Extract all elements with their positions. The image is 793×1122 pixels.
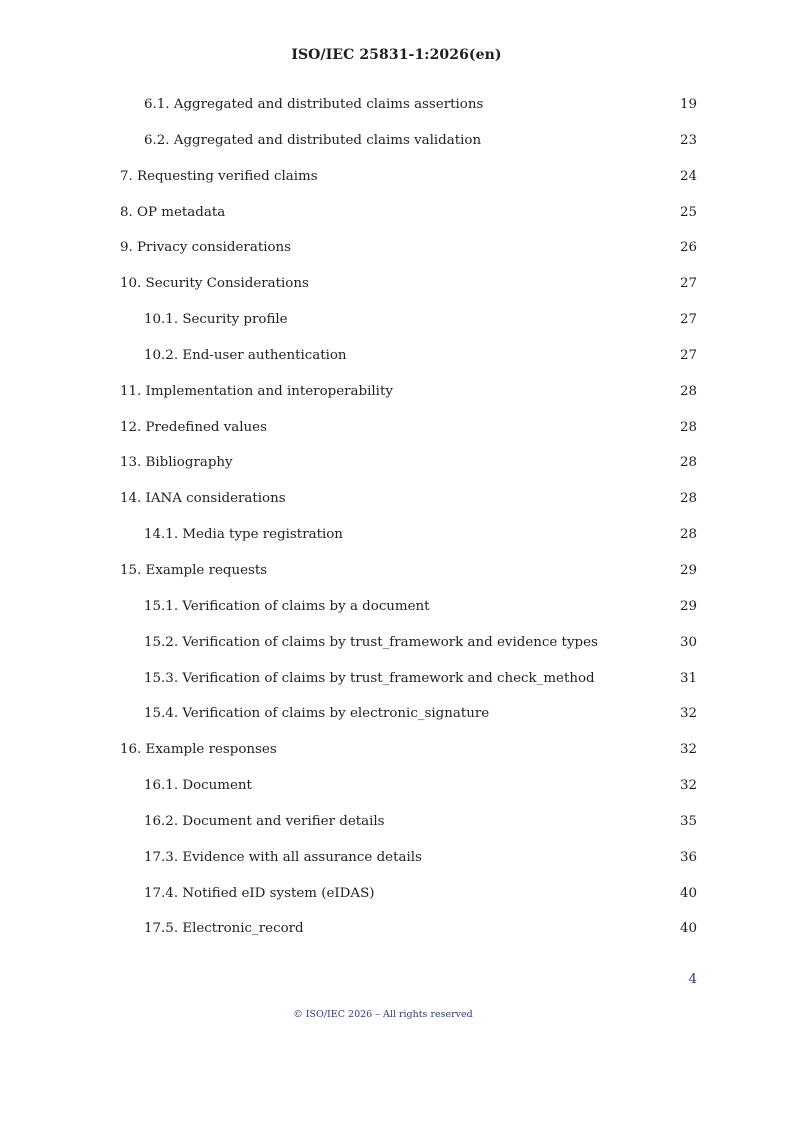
page-number: 4 (688, 972, 697, 987)
copyright-notice: © ISO/IEC 2026 – All rights reserved (293, 1009, 473, 1020)
toc-entry[interactable] (0, 804, 793, 840)
toc-entry[interactable] (0, 374, 793, 410)
toc-entry-page-number: 27 (679, 312, 697, 328)
toc-entry-label: 17.5. Electronic_record (144, 921, 304, 937)
toc-entry[interactable] (0, 911, 793, 947)
toc-entry[interactable] (0, 159, 793, 195)
toc-entry-label: 15. Example requests (120, 562, 268, 578)
table-of-contents (0, 87, 793, 947)
toc-entry-page-number: 28 (679, 419, 697, 435)
toc-entry-page-number: 25 (679, 204, 697, 220)
toc-entry[interactable] (0, 481, 793, 517)
toc-entry-page-number: 40 (679, 921, 697, 937)
toc-entry-label: 12. Predefined values (120, 419, 267, 435)
toc-entry-label: 7. Requesting verified claims (120, 168, 318, 184)
toc-entry-label: 10.2. End-user authentication (144, 347, 347, 363)
toc-entry-page-number: 31 (679, 670, 697, 686)
toc-entry-page-number: 27 (679, 276, 697, 292)
toc-entry-page-number: 40 (679, 885, 697, 901)
toc-entry-page-number: 35 (679, 813, 697, 829)
toc-entry-page-number: 24 (679, 168, 697, 184)
toc-entry-page-number: 29 (679, 598, 697, 614)
toc-entry[interactable] (0, 195, 793, 231)
toc-entry-page-number: 28 (679, 383, 697, 399)
toc-entry-page-number: 32 (679, 778, 697, 794)
toc-entry-page-number: 28 (679, 527, 697, 543)
toc-entry-label: 9. Privacy considerations (120, 240, 292, 256)
toc-entry-label: 14.1. Media type registration (144, 527, 343, 543)
toc-entry-label: 10. Security Considerations (120, 276, 309, 292)
toc-entry-label: 14. IANA considerations (120, 491, 286, 507)
toc-entry-page-number: 28 (679, 491, 697, 507)
toc-entry-label: 16.1. Document (144, 778, 252, 794)
toc-entry-label: 16. Example responses (120, 742, 277, 758)
toc-entry-page-number: 29 (679, 562, 697, 578)
toc-entry-page-number: 32 (679, 742, 697, 758)
toc-entry[interactable] (0, 338, 793, 374)
toc-entry-label: 15.2. Verification of claims by trust_framework and evidence types (144, 634, 598, 650)
toc-entry-page-number: 32 (679, 706, 697, 722)
toc-entry[interactable] (0, 87, 793, 123)
toc-entry-label: 16.2. Document and verifier details (144, 813, 385, 829)
toc-entry[interactable] (0, 876, 793, 912)
toc-entry-page-number: 23 (679, 132, 697, 148)
toc-entry[interactable] (0, 589, 793, 625)
toc-entry[interactable] (0, 768, 793, 804)
toc-entry[interactable] (0, 696, 793, 732)
document-header: ISO/IEC 25831-1:2026(en) (291, 47, 502, 63)
toc-entry-label: 6.2. Aggregated and distributed claims validation (144, 132, 482, 148)
toc-entry-label: 17.3. Evidence with all assurance details (144, 849, 422, 865)
toc-entry[interactable] (0, 445, 793, 481)
toc-entry-page-number: 30 (679, 634, 697, 650)
toc-entry-page-number: 26 (679, 240, 697, 256)
toc-entry[interactable] (0, 517, 793, 553)
toc-entry[interactable] (0, 302, 793, 338)
toc-entry-page-number: 19 (679, 97, 697, 112)
toc-entry-label: 8. OP metadata (120, 204, 226, 220)
toc-entry-page-number: 27 (679, 347, 697, 363)
toc-entry[interactable] (0, 625, 793, 661)
toc-entry-label: 15.1. Verification of claims by a document (144, 598, 430, 614)
toc-entry-label: 10.1. Security profile (144, 312, 288, 328)
toc-entry[interactable] (0, 230, 793, 266)
toc-entry[interactable] (0, 266, 793, 302)
toc-entry-label: 15.3. Verification of claims by trust_framework and check_method (144, 670, 595, 686)
toc-entry-label: 13. Bibliography (120, 455, 233, 471)
toc-entry-label: 6.1. Aggregated and distributed claims assertions (144, 97, 484, 112)
toc-entry-label: 17.4. Notified eID system (eIDAS) (144, 885, 375, 901)
toc-entry[interactable] (0, 732, 793, 768)
toc-entry-page-number: 36 (679, 849, 697, 865)
toc-entry-label: 15.4. Verification of claims by electronic_signature (144, 706, 490, 722)
toc-entry[interactable] (0, 661, 793, 697)
toc-entry-page-number: 28 (679, 455, 697, 471)
toc-entry-label: 11. Implementation and interoperability (120, 383, 393, 399)
toc-entry[interactable] (0, 553, 793, 589)
toc-entry[interactable] (0, 840, 793, 876)
toc-entry[interactable] (0, 123, 793, 159)
toc-entry[interactable] (0, 410, 793, 446)
